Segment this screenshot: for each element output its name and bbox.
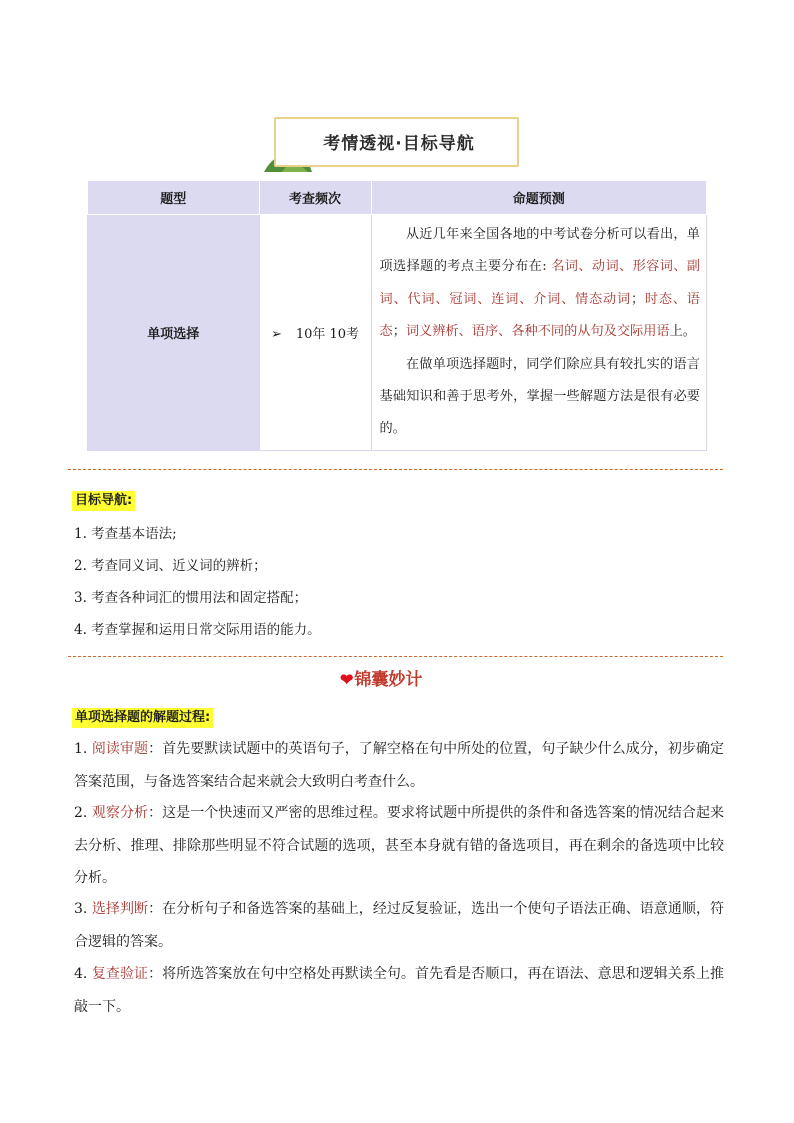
cell-frequency bbox=[259, 215, 371, 451]
step-term: 观察分析 bbox=[91, 805, 149, 821]
prediction-end: 上。 bbox=[669, 324, 696, 340]
step-term: 复查验证 bbox=[91, 966, 149, 982]
prediction-topics-3: 词义辨析、语序、各种不同的从句及交际用语 bbox=[405, 324, 670, 340]
cell-type: 单项选择 bbox=[88, 215, 260, 451]
step-number: 4. bbox=[74, 966, 92, 982]
frequency-text: 10年 10考 bbox=[295, 326, 360, 342]
step-number: 1. bbox=[74, 741, 92, 757]
process-label: 单项选择题的解题过程: bbox=[72, 708, 213, 728]
step-term: 选择判断 bbox=[91, 901, 149, 917]
prediction-topics-2: 时态、语态 bbox=[379, 291, 700, 340]
prediction-paragraph-2: 在做单项选择题时，同学们除应具有较扎实的语言基础知识和善于思考外，掌握一些解题方法是很有必要的。 bbox=[379, 356, 700, 437]
goal-item: 3. 考查各种词汇的惯用法和固定搭配； bbox=[74, 590, 308, 606]
prediction-paragraph-1 bbox=[380, 219, 701, 349]
heart-icon: ❤ bbox=[340, 670, 354, 689]
section-title-text: 锦囊妙计 bbox=[354, 670, 423, 690]
banner-title: 考情透视·目标导航 bbox=[323, 134, 475, 154]
process-step bbox=[74, 958, 724, 1023]
goal-item: 1. 考查基本语法; bbox=[74, 526, 177, 542]
section-title bbox=[340, 668, 422, 692]
table-row bbox=[88, 215, 707, 451]
process-step bbox=[74, 733, 724, 798]
goals-label: 目标导航: bbox=[72, 491, 135, 511]
prediction-sep: ； bbox=[630, 291, 645, 307]
arrowhead-bullet-icon: ➢ bbox=[270, 326, 282, 342]
header-type: 题型 bbox=[88, 181, 260, 215]
section-banner bbox=[262, 114, 528, 172]
prediction-intro: 从近几年来全国各地的中考试卷分析可以看出，单项选择题的考点主要分布在: bbox=[379, 227, 700, 275]
step-number: 2. bbox=[74, 805, 92, 821]
exam-overview-table bbox=[87, 180, 707, 451]
step-number: 3. bbox=[74, 901, 92, 917]
goal-item: 2. 考查同义词、近义词的辨析； bbox=[74, 558, 267, 574]
step-term: 阅读审题 bbox=[91, 741, 149, 757]
header-prediction: 命题预测 bbox=[371, 181, 707, 215]
step-text: ：首先要默读试题中的英语句子，了解空格在句中所处的位置，句子缺少什么成分，初步确定答案范围，与备选答案结合起来就会大致明白考查什么。 bbox=[74, 741, 725, 790]
goal-item: 4. 考查掌握和运用日常交际用语的能力。 bbox=[74, 622, 321, 638]
prediction-topics: 名词、动词、形容词、副词、代词、冠词、连词、介词、情态动词 bbox=[379, 259, 700, 307]
step-text: ：将所选答案放在句中空格处再默读全句。首先看是否顺口，再在语法、意思和逻辑关系上推敲一下。 bbox=[74, 966, 725, 1015]
divider bbox=[68, 656, 723, 657]
cell-prediction bbox=[371, 215, 707, 451]
process-step bbox=[74, 797, 724, 895]
process-step bbox=[74, 893, 724, 958]
step-text: ：这是一个快速而又严密的思维过程。要求将试题中所提供的条件和备选答案的情况结合起来去分析、推理、排除那些明显不符合试题的选项，甚至本身就有错的备选项目，再在剩余的备选项中比较分析。 bbox=[74, 805, 725, 886]
table-header-row bbox=[88, 181, 707, 215]
prediction-sep-2: ； bbox=[392, 324, 406, 340]
header-frequency: 考查频次 bbox=[259, 181, 371, 215]
divider bbox=[68, 469, 723, 470]
step-text: ：在分析句子和备选答案的基础上，经过反复验证，选出一个使句子语法正确、语意通顺，符合逻辑的答案。 bbox=[74, 901, 725, 950]
